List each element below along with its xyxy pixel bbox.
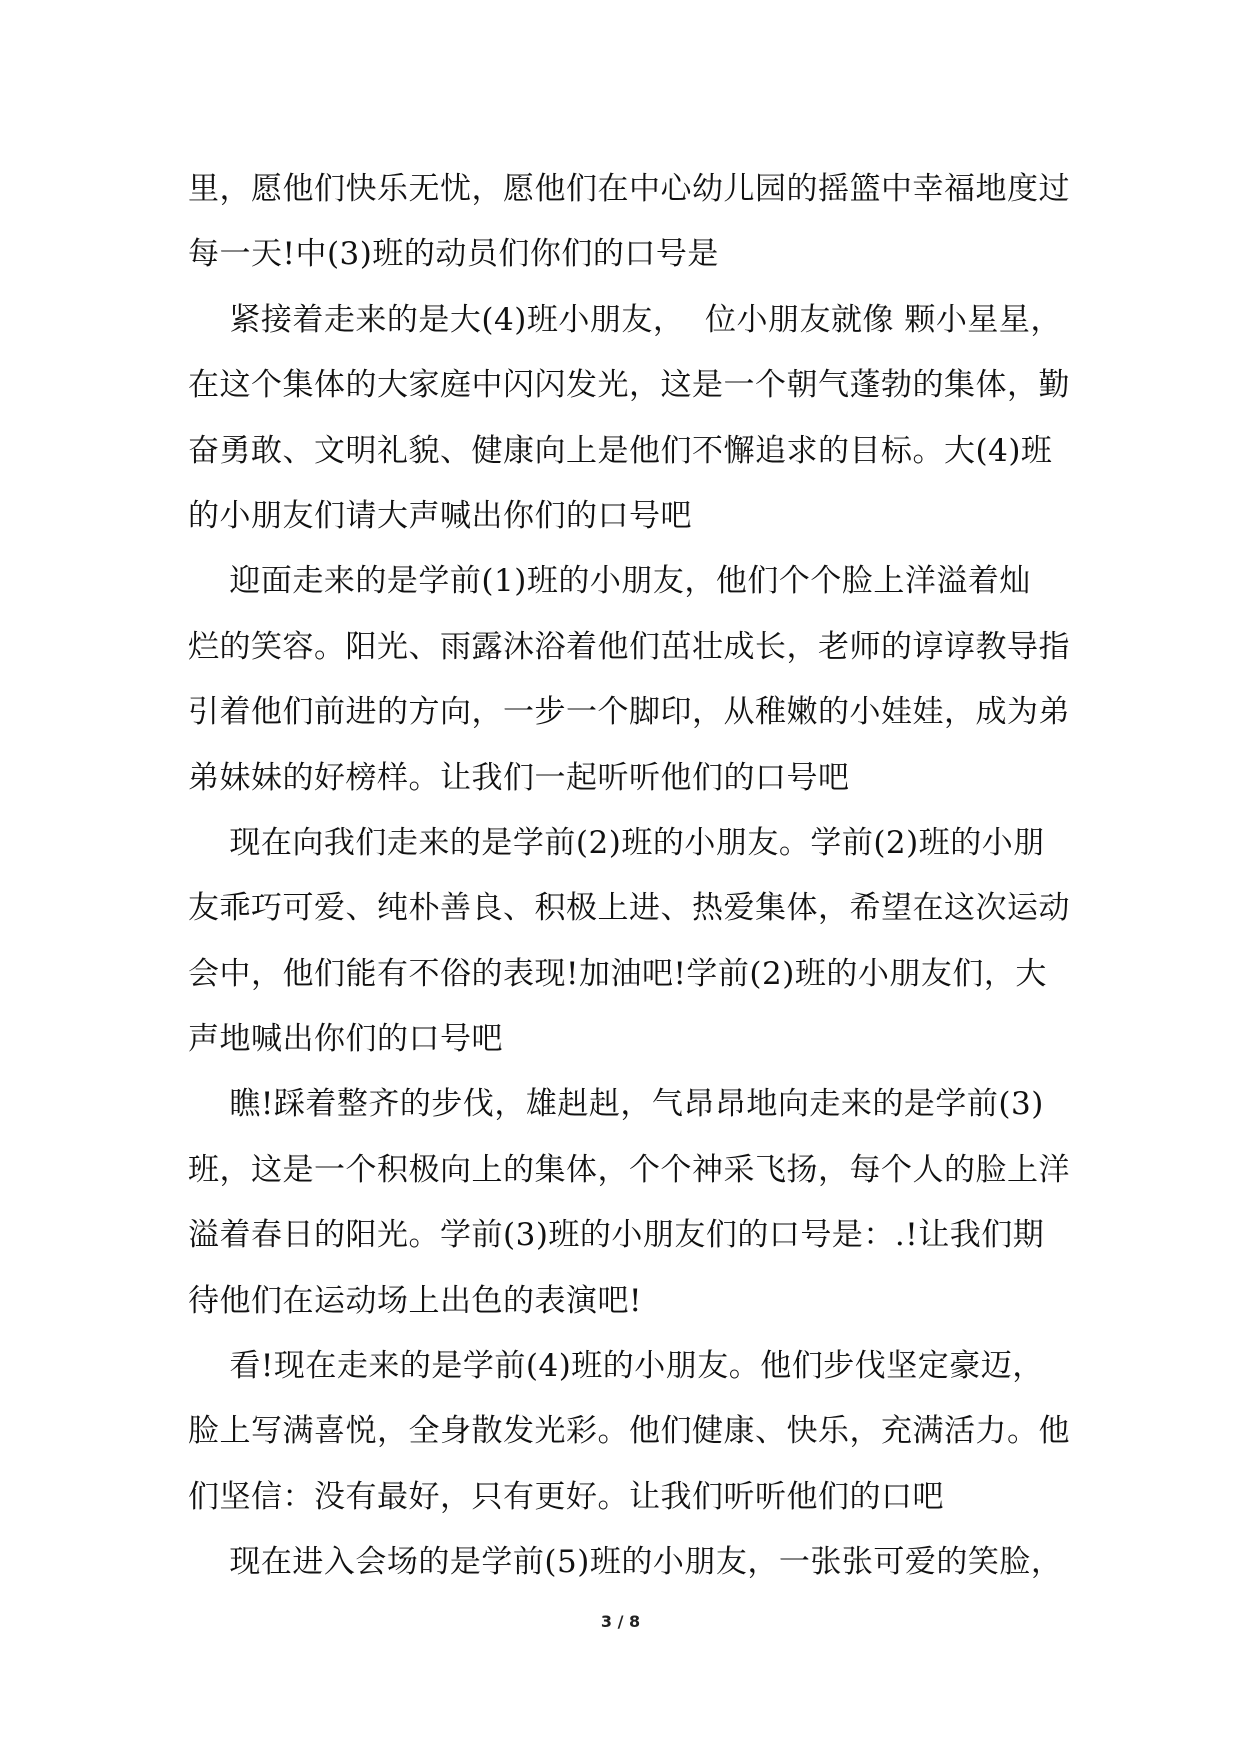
text-line: 待他们在运动场上出色的表演吧! — [188, 1282, 642, 1319]
text-line: 紧接着走来的是大(4)班小朋友， 位小朋友就像 颗小星星， — [188, 301, 1062, 338]
document-body — [188, 157, 1078, 1596]
text-line: 溢着春日的阳光。学前(3)班的小朋友们的口号是：.!让我们期 — [188, 1217, 1045, 1254]
text-line: 班，这是一个积极向上的集体，个个神采飞扬，每个人的脸上洋 — [188, 1151, 1070, 1188]
text-line: 每一天!中(3)班的动员们你们的口号是 — [188, 236, 719, 273]
text-line: 迎面走来的是学前(1)班的小朋友，他们个个脸上洋溢着灿 — [188, 563, 1031, 600]
text-line: 看!现在走来的是学前(4)班的小朋友。他们步伐坚定豪迈， — [188, 1348, 1044, 1385]
text-line: 在这个集体的大家庭中闪闪发光，这是一个朝气蓬勃的集体，勤 — [188, 367, 1070, 404]
text-line: 会中，他们能有不俗的表现!加油吧!学前(2)班的小朋友们，大 — [188, 955, 1047, 992]
text-line: 弟妹妹的好榜样。让我们一起听听他们的口号吧 — [188, 759, 850, 796]
page-number: 3 / 8 — [600, 1612, 641, 1631]
text-line: 现在向我们走来的是学前(2)班的小朋友。学前(2)班的小朋 — [188, 824, 1045, 861]
text-line: 友乖巧可爱、纯朴善良、积极上进、热爱集体，希望在这次运动 — [188, 890, 1070, 927]
text-line: 奋勇敢、文明礼貌、健康向上是他们不懈追求的目标。大(4)班 — [188, 432, 1053, 469]
text-line: 脸上写满喜悦，全身散发光彩。他们健康、快乐，充满活力。他 — [188, 1413, 1070, 1450]
text-line: 引着他们前进的方向，一步一个脚印，从稚嫩的小娃娃，成为弟 — [188, 694, 1070, 731]
text-line: 声地喊出你们的口号吧 — [188, 1021, 503, 1058]
text-line: 的小朋友们请大声喊出你们的口号吧 — [188, 497, 692, 534]
text-line: 们坚信：没有最好，只有更好。让我们听听他们的口吧 — [188, 1478, 944, 1515]
text-line: 烂的笑容。阳光、雨露沐浴着他们茁壮成长，老师的谆谆教导指 — [188, 628, 1070, 665]
text-line: 瞧!踩着整齐的步伐，雄赳赳，气昂昂地向走来的是学前(3) — [188, 1086, 1044, 1123]
text-line: 里，愿他们快乐无忧，愿他们在中心幼儿园的摇篮中幸福地度过 — [188, 171, 1070, 207]
text-line: 现在进入会场的是学前(5)班的小朋友，一张张可爱的笑脸， — [188, 1544, 1063, 1581]
